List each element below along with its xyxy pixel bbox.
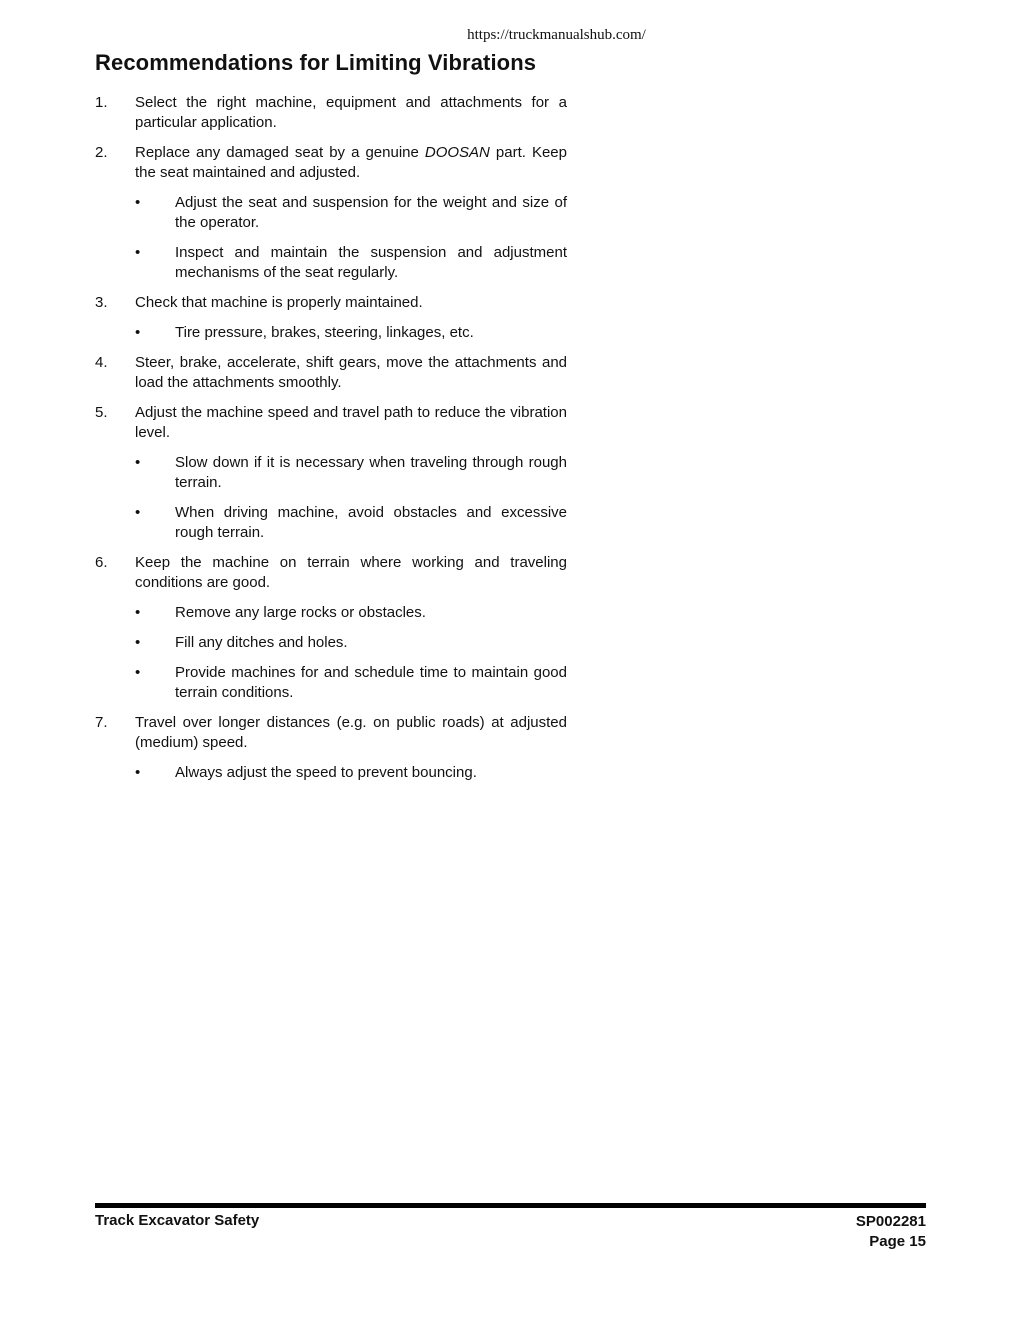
footer-page-number: Page 15 <box>869 1233 926 1250</box>
bullet-item <box>135 503 567 543</box>
source-url <box>0 27 1019 44</box>
list-item <box>95 713 567 753</box>
item-text: Adjust the machine speed and travel path to reduce the vibration level. <box>135 404 567 441</box>
item-text: Travel over longer distances (e.g. on public roads) at adjusted (medium) speed. <box>135 714 567 751</box>
bullet-item <box>135 603 567 623</box>
item-number: 7. <box>95 714 108 731</box>
footer-doc-code: SP002281 <box>855 1213 926 1230</box>
bullet-text: Inspect and maintain the suspension and adjustment mechanisms of the seat regularly. <box>175 244 567 281</box>
item-text <box>135 143 567 183</box>
bullet-item <box>135 243 567 283</box>
list-item <box>95 353 567 393</box>
item-number: 3. <box>95 294 108 311</box>
bullet-text: Provide machines for and schedule time to maintain good terrain conditions. <box>175 664 567 701</box>
bullet-symbol: • <box>135 194 141 211</box>
bullet-symbol: • <box>135 244 141 261</box>
item-text-part: part. Keep the seat maintained and adjusted. <box>135 144 567 181</box>
list-item <box>95 403 567 443</box>
bullet-symbol: • <box>135 504 141 521</box>
bullet-symbol: • <box>135 324 141 341</box>
item-text-part: Replace any damaged seat by a genuine <box>135 144 425 161</box>
bullet-symbol: • <box>135 604 141 621</box>
bullet-item <box>135 763 567 783</box>
bullet-symbol: • <box>135 764 141 781</box>
bullet-symbol: • <box>135 664 141 681</box>
bullet-text: Tire pressure, brakes, steering, linkages, etc. <box>175 324 474 341</box>
bullet-item <box>135 323 567 343</box>
bullet-text: Remove any large rocks or obstacles. <box>175 604 426 621</box>
item-number: 5. <box>95 404 108 421</box>
item-text: Check that machine is properly maintained. <box>135 294 423 311</box>
brand-name: DOOSAN <box>424 144 490 161</box>
footer-page-info <box>856 1212 926 1252</box>
bullet-symbol: • <box>135 454 141 471</box>
bullet-symbol: • <box>135 634 141 651</box>
list-item <box>95 553 567 593</box>
item-number: 1. <box>95 94 108 111</box>
source-url-text: https://truckmanualshub.com/ <box>467 27 646 43</box>
bullet-text: Slow down if it is necessary when traveling through rough terrain. <box>175 454 567 491</box>
bullet-item <box>135 453 567 493</box>
bullet-text: Adjust the seat and suspension for the weight and size of the operator. <box>175 194 567 231</box>
item-number: 2. <box>95 144 108 161</box>
item-number: 4. <box>95 354 108 371</box>
bullet-text: Fill any ditches and holes. <box>175 634 348 651</box>
bullet-item <box>135 633 567 653</box>
bullet-item <box>135 193 567 233</box>
list-item <box>95 143 567 183</box>
footer-divider <box>95 1203 926 1208</box>
list-item <box>95 93 567 133</box>
item-text: Select the right machine, equipment and attachments for a particular application. <box>135 94 567 131</box>
item-text: Keep the machine on terrain where working and traveling conditions are good. <box>135 554 567 591</box>
bullet-text: Always adjust the speed to prevent bouncing. <box>175 764 477 781</box>
footer-section-title: Track Excavator Safety <box>95 1212 260 1229</box>
list-item <box>95 293 567 313</box>
item-number: 6. <box>95 554 108 571</box>
page-title: Recommendations for Limiting Vibrations <box>95 50 537 75</box>
recommendations-list <box>95 93 567 793</box>
bullet-text: When driving machine, avoid obstacles and excessive rough terrain. <box>175 504 567 541</box>
item-text: Steer, brake, accelerate, shift gears, move the attachments and load the attachments smoothly. <box>135 354 567 391</box>
bullet-item <box>135 663 567 703</box>
